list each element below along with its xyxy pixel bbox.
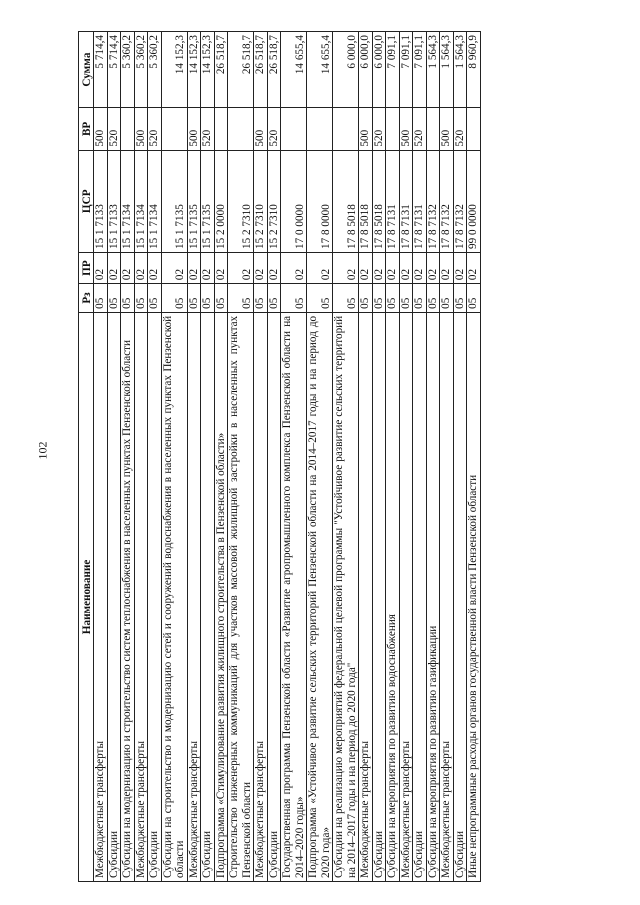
cell-name: Субсидии — [413, 312, 427, 881]
table-row — [254, 32, 268, 882]
cell-name: Субсидии — [267, 312, 281, 881]
cell-csr: 17 8 7131 — [399, 150, 413, 252]
cell-vr — [228, 108, 254, 150]
table-row — [467, 32, 481, 882]
cell-name: Межбюджетные трансферты — [94, 312, 108, 881]
table-row — [440, 32, 454, 882]
header-vr: ВР — [79, 108, 94, 150]
cell-pr: 02 — [333, 252, 359, 283]
cell-sum: 1 564,3 — [453, 32, 467, 108]
cell-sum: 26 518,7 — [214, 32, 228, 108]
budget-table-container — [78, 31, 559, 882]
table-row — [267, 32, 281, 882]
cell-vr: 520 — [372, 108, 386, 150]
cell-name: Межбюджетные трансферты — [440, 312, 454, 881]
cell-csr: 17 8 7131 — [386, 150, 400, 252]
cell-csr: 17 8 5018 — [359, 150, 373, 252]
cell-pr: 02 — [254, 252, 268, 283]
header-rz: Рз — [79, 284, 94, 313]
cell-vr: 500 — [254, 108, 268, 150]
table-row — [94, 32, 108, 882]
cell-vr — [426, 108, 440, 150]
cell-rz: 05 — [148, 284, 162, 313]
cell-sum: 5 360,2 — [121, 32, 135, 108]
table-row — [399, 32, 413, 882]
cell-pr: 02 — [359, 252, 373, 283]
cell-name: Субсидии на модернизацию и строительство систем теплоснабжения в населенных пунктах Пензенской области — [121, 312, 135, 881]
cell-rz: 05 — [399, 284, 413, 313]
cell-pr: 02 — [307, 252, 333, 283]
cell-rz: 05 — [440, 284, 454, 313]
cell-vr: 500 — [440, 108, 454, 150]
header-sum: Сумма — [79, 32, 94, 108]
cell-name: Строительство инженерных коммуникаций для участков массовой жилищной застройки в населенных пунктах Пензенской области — [228, 312, 254, 881]
cell-rz: 05 — [107, 284, 121, 313]
cell-name: Субсидии на реализацию мероприятий федеральной целевой программы "Устойчивое развитие сельских территорий на 2014–2017 годы и на период до 2020 года" — [333, 312, 359, 881]
cell-csr: 15 1 7135 — [187, 150, 201, 252]
table-row — [201, 32, 215, 882]
cell-name: Государственная программа Пензенской области «Развитие агропромышленного комплекса Пензенской области на 2014–2020 годы» — [281, 312, 307, 881]
cell-sum: 26 518,7 — [254, 32, 268, 108]
cell-sum: 1 564,3 — [440, 32, 454, 108]
table-row — [426, 32, 440, 882]
cell-rz: 05 — [254, 284, 268, 313]
table-row — [413, 32, 427, 882]
cell-pr: 02 — [228, 252, 254, 283]
cell-pr: 02 — [281, 252, 307, 283]
cell-pr: 02 — [426, 252, 440, 283]
cell-csr: 15 2 7310 — [267, 150, 281, 252]
cell-name: Субсидии — [148, 312, 162, 881]
cell-name: Субсидии на мероприятия по развитию газификации — [426, 312, 440, 881]
cell-name: Подпрограмма «Устойчивое развитие сельских территорий Пензенской области на 2014–2017 годы и на период до 2020 года» — [307, 312, 333, 881]
cell-vr — [161, 108, 187, 150]
cell-vr: 520 — [148, 108, 162, 150]
cell-sum: 14 152,3 — [161, 32, 187, 108]
cell-name: Подпрограмма «Стимулирование развития жилищного строительства в Пензенской области» — [214, 312, 228, 881]
table-row — [333, 32, 359, 882]
cell-rz: 05 — [413, 284, 427, 313]
cell-vr: 500 — [399, 108, 413, 150]
cell-pr: 02 — [94, 252, 108, 283]
cell-rz: 05 — [307, 284, 333, 313]
cell-sum: 26 518,7 — [267, 32, 281, 108]
cell-csr: 17 8 5018 — [333, 150, 359, 252]
table-row — [187, 32, 201, 882]
cell-rz: 05 — [201, 284, 215, 313]
cell-csr: 15 1 7133 — [107, 150, 121, 252]
cell-csr: 15 2 7310 — [228, 150, 254, 252]
cell-name: Межбюджетные трансферты — [134, 312, 148, 881]
cell-pr: 02 — [440, 252, 454, 283]
table-body — [94, 32, 481, 882]
table-row — [134, 32, 148, 882]
cell-sum: 14 655,4 — [281, 32, 307, 108]
table-row — [161, 32, 187, 882]
cell-name: Межбюджетные трансферты — [254, 312, 268, 881]
cell-pr: 02 — [107, 252, 121, 283]
cell-sum: 6 000,0 — [333, 32, 359, 108]
header-pr: ПР — [79, 252, 94, 283]
cell-vr: 500 — [134, 108, 148, 150]
table-row — [359, 32, 373, 882]
cell-csr: 17 8 7132 — [426, 150, 440, 252]
cell-csr: 15 1 7133 — [94, 150, 108, 252]
cell-pr: 02 — [386, 252, 400, 283]
cell-sum: 5 360,2 — [148, 32, 162, 108]
cell-sum: 6 000,0 — [359, 32, 373, 108]
cell-name: Субсидии на строительство и модернизацию сетей и сооружений водоснабжения в населенных пунктах Пензенской области — [161, 312, 187, 881]
cell-sum: 1 564,3 — [426, 32, 440, 108]
cell-sum: 7 091,1 — [399, 32, 413, 108]
cell-vr: 520 — [453, 108, 467, 150]
cell-pr: 02 — [201, 252, 215, 283]
cell-vr: 500 — [187, 108, 201, 150]
cell-csr: 15 2 7310 — [254, 150, 268, 252]
cell-csr: 17 8 7132 — [440, 150, 454, 252]
cell-rz: 05 — [453, 284, 467, 313]
cell-rz: 05 — [281, 284, 307, 313]
cell-pr: 02 — [467, 252, 481, 283]
cell-name: Иные непрограммные расходы органов государственной власти Пензенской области — [467, 312, 481, 881]
cell-vr: 520 — [201, 108, 215, 150]
cell-sum: 5 360,2 — [134, 32, 148, 108]
cell-rz: 05 — [267, 284, 281, 313]
cell-sum: 14 152,3 — [201, 32, 215, 108]
cell-rz: 05 — [121, 284, 135, 313]
cell-csr: 17 0 0000 — [281, 150, 307, 252]
cell-vr: 520 — [107, 108, 121, 150]
cell-csr: 17 8 7132 — [453, 150, 467, 252]
cell-sum: 5 714,4 — [94, 32, 108, 108]
cell-pr: 02 — [134, 252, 148, 283]
cell-rz: 05 — [187, 284, 201, 313]
cell-csr: 17 8 5018 — [372, 150, 386, 252]
cell-csr: 15 1 7134 — [134, 150, 148, 252]
header-csr: ЦСР — [79, 150, 94, 252]
cell-vr — [214, 108, 228, 150]
cell-rz: 05 — [161, 284, 187, 313]
cell-vr — [307, 108, 333, 150]
cell-rz: 05 — [228, 284, 254, 313]
cell-name: Субсидии на мероприятия по развитию водоснабжения — [386, 312, 400, 881]
cell-pr: 02 — [399, 252, 413, 283]
cell-sum: 6 000,0 — [372, 32, 386, 108]
cell-sum: 14 152,3 — [187, 32, 201, 108]
cell-vr — [333, 108, 359, 150]
table-header-row — [79, 32, 94, 882]
cell-pr: 02 — [148, 252, 162, 283]
cell-pr: 02 — [214, 252, 228, 283]
cell-vr — [121, 108, 135, 150]
cell-pr: 02 — [453, 252, 467, 283]
cell-csr: 15 1 7135 — [201, 150, 215, 252]
cell-name: Субсидии — [107, 312, 121, 881]
cell-vr — [281, 108, 307, 150]
cell-rz: 05 — [426, 284, 440, 313]
table-row — [121, 32, 135, 882]
cell-rz: 05 — [386, 284, 400, 313]
cell-pr: 02 — [413, 252, 427, 283]
table-row — [453, 32, 467, 882]
cell-csr: 17 8 0000 — [307, 150, 333, 252]
cell-name: Межбюджетные трансферты — [399, 312, 413, 881]
cell-rz: 05 — [134, 284, 148, 313]
cell-sum: 7 091,1 — [413, 32, 427, 108]
cell-rz: 05 — [467, 284, 481, 313]
cell-csr: 15 1 7135 — [161, 150, 187, 252]
cell-rz: 05 — [333, 284, 359, 313]
table-row — [307, 32, 333, 882]
cell-name: Субсидии — [201, 312, 215, 881]
table-row — [372, 32, 386, 882]
cell-pr: 02 — [121, 252, 135, 283]
cell-pr: 02 — [187, 252, 201, 283]
table-row — [386, 32, 400, 882]
budget-table — [78, 31, 481, 882]
cell-vr: 500 — [359, 108, 373, 150]
table-row — [148, 32, 162, 882]
cell-name: Межбюджетные трансферты — [187, 312, 201, 881]
cell-sum: 14 655,4 — [307, 32, 333, 108]
rotated-page — [78, 31, 559, 882]
cell-name: Субсидии — [453, 312, 467, 881]
cell-vr — [467, 108, 481, 150]
cell-pr: 02 — [267, 252, 281, 283]
cell-vr: 520 — [413, 108, 427, 150]
cell-sum: 26 518,7 — [228, 32, 254, 108]
table-row — [107, 32, 121, 882]
cell-rz: 05 — [359, 284, 373, 313]
cell-sum: 5 714,4 — [107, 32, 121, 108]
table-row — [228, 32, 254, 882]
cell-sum: 8 960,9 — [467, 32, 481, 108]
page-number: 102 — [35, 441, 50, 460]
cell-csr: 15 1 7134 — [148, 150, 162, 252]
cell-vr: 500 — [94, 108, 108, 150]
cell-rz: 05 — [372, 284, 386, 313]
table-row — [214, 32, 228, 882]
cell-rz: 05 — [94, 284, 108, 313]
cell-sum: 7 091,1 — [386, 32, 400, 108]
cell-csr: 99 0 0000 — [467, 150, 481, 252]
cell-name: Субсидии — [372, 312, 386, 881]
cell-pr: 02 — [161, 252, 187, 283]
cell-rz: 05 — [214, 284, 228, 313]
cell-csr: 15 2 0000 — [214, 150, 228, 252]
cell-pr: 02 — [372, 252, 386, 283]
cell-vr: 520 — [267, 108, 281, 150]
cell-name: Межбюджетные трансферты — [359, 312, 373, 881]
cell-csr: 17 8 7131 — [413, 150, 427, 252]
cell-csr: 15 1 7134 — [121, 150, 135, 252]
table-row — [281, 32, 307, 882]
header-name: Наименование — [79, 312, 94, 881]
cell-vr — [386, 108, 400, 150]
